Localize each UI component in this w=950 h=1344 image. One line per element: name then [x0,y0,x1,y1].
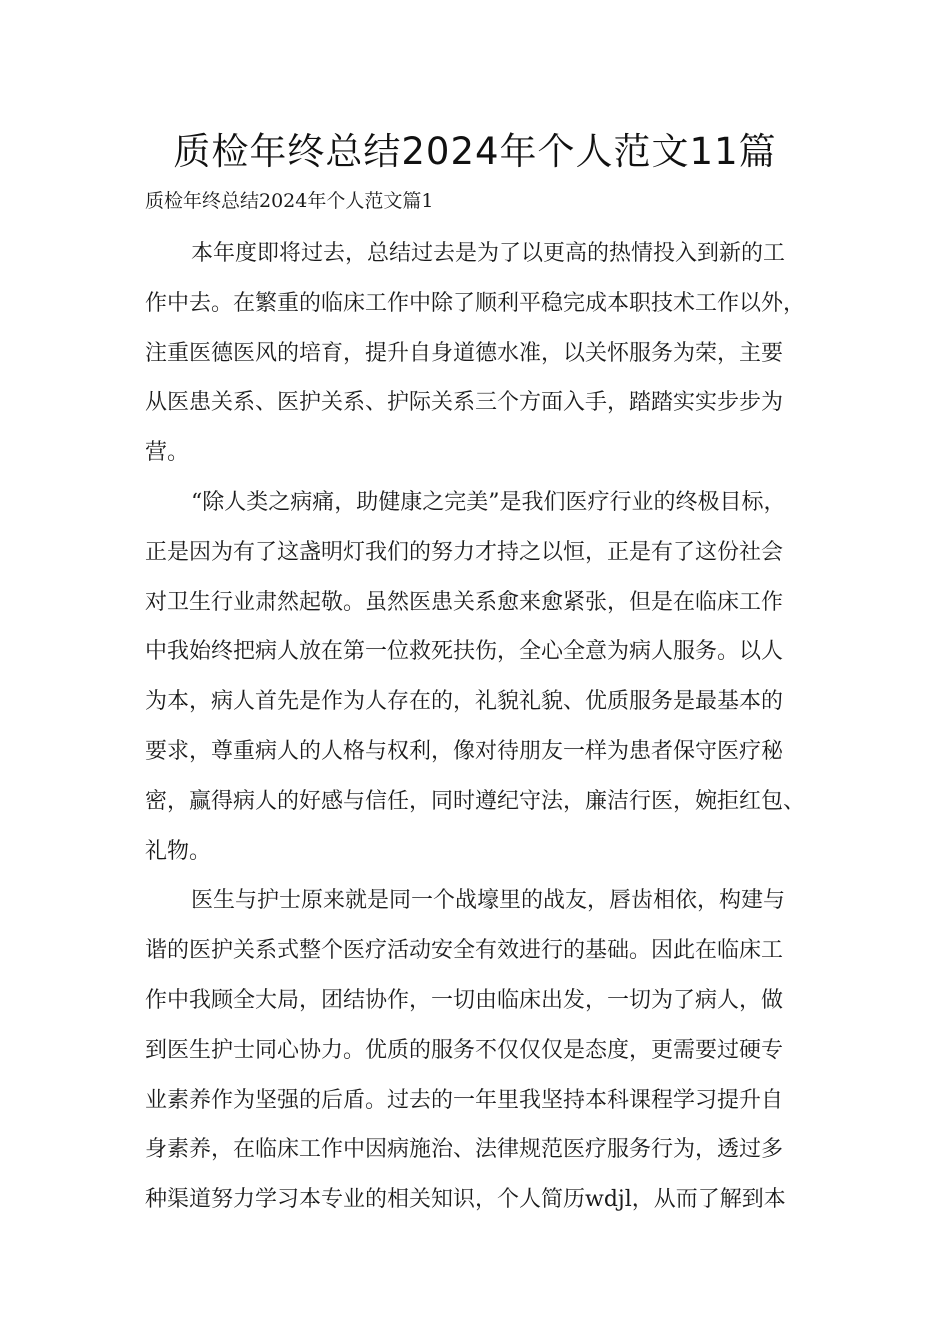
text-line: 作中我顾全大局，团结协作，一切由临床出发，一切为了病人，做 [145,987,784,1013]
text-line: 对卫生行业肃然起敬。虽然医患关系愈来愈紧张，但是在临床工作 [145,589,784,615]
text-line: 礼物。 [145,838,212,864]
paragraph-2 [145,485,810,883]
text-line: 本年度即将过去，总结过去是为了以更高的热情投入到新的工 [191,241,786,266]
paragraph-1 [145,236,810,485]
text-line: 业素养作为坚强的后盾。过去的一年里我坚持本科课程学习提升自 [145,1087,784,1113]
text-line: 作中去。在繁重的临床工作中除了顺利平稳完成本职技术工作以外， [145,290,806,316]
body-text [145,236,810,1232]
text-line: 要求，尊重病人的人格与权利，像对待朋友一样为患者保守医疗秘 [145,738,784,764]
text-line: 身素养，在临床工作中因病施治、法律规范医疗服务行为，透过多 [145,1137,784,1163]
text-line: 为本，病人首先是作为人存在的，礼貌礼貌、优质服务是最基本的 [145,689,784,715]
text-line: “除人类之病痛，助健康之完美”是我们医疗行业的终极目标， [191,489,786,515]
text-line: 从医患关系、医护关系、护际关系三个方面入手，踏踏实实步步为 [145,390,784,416]
text-line: 中我始终把病人放在第一位救死扶伤，全心全意为病人服务。以人 [145,639,784,665]
text-line: 种渠道努力学习本专业的相关知识，个人简历wdjl，从而了解到本 [145,1187,786,1213]
paragraph-3 [145,883,810,1232]
text-line: 营。 [145,440,190,466]
text-line: 正是因为有了这盏明灯我们的努力才持之以恒，正是有了这份社会 [145,539,784,565]
text-line: 医生与护士原来就是同一个战壕里的战友，唇齿相依，构建与 [191,888,786,914]
section-heading: 质检年终总结2024年个人范文篇1 [145,190,434,212]
document-title: 质检年终总结2024年个人范文11篇 [173,130,777,173]
text-line: 到医生护士同心协力。优质的服务不仅仅仅是态度，更需要过硬专 [145,1037,784,1063]
text-line: 注重医德医风的培育，提升自身道德水准，以关怀服务为荣，主要 [145,340,784,366]
text-line: 密，赢得病人的好感与信任，同时遵纪守法，廉洁行医，婉拒红包、 [145,788,806,814]
text-line: 谐的医护关系式整个医疗活动安全有效进行的基础。因此在临床工 [145,938,784,964]
